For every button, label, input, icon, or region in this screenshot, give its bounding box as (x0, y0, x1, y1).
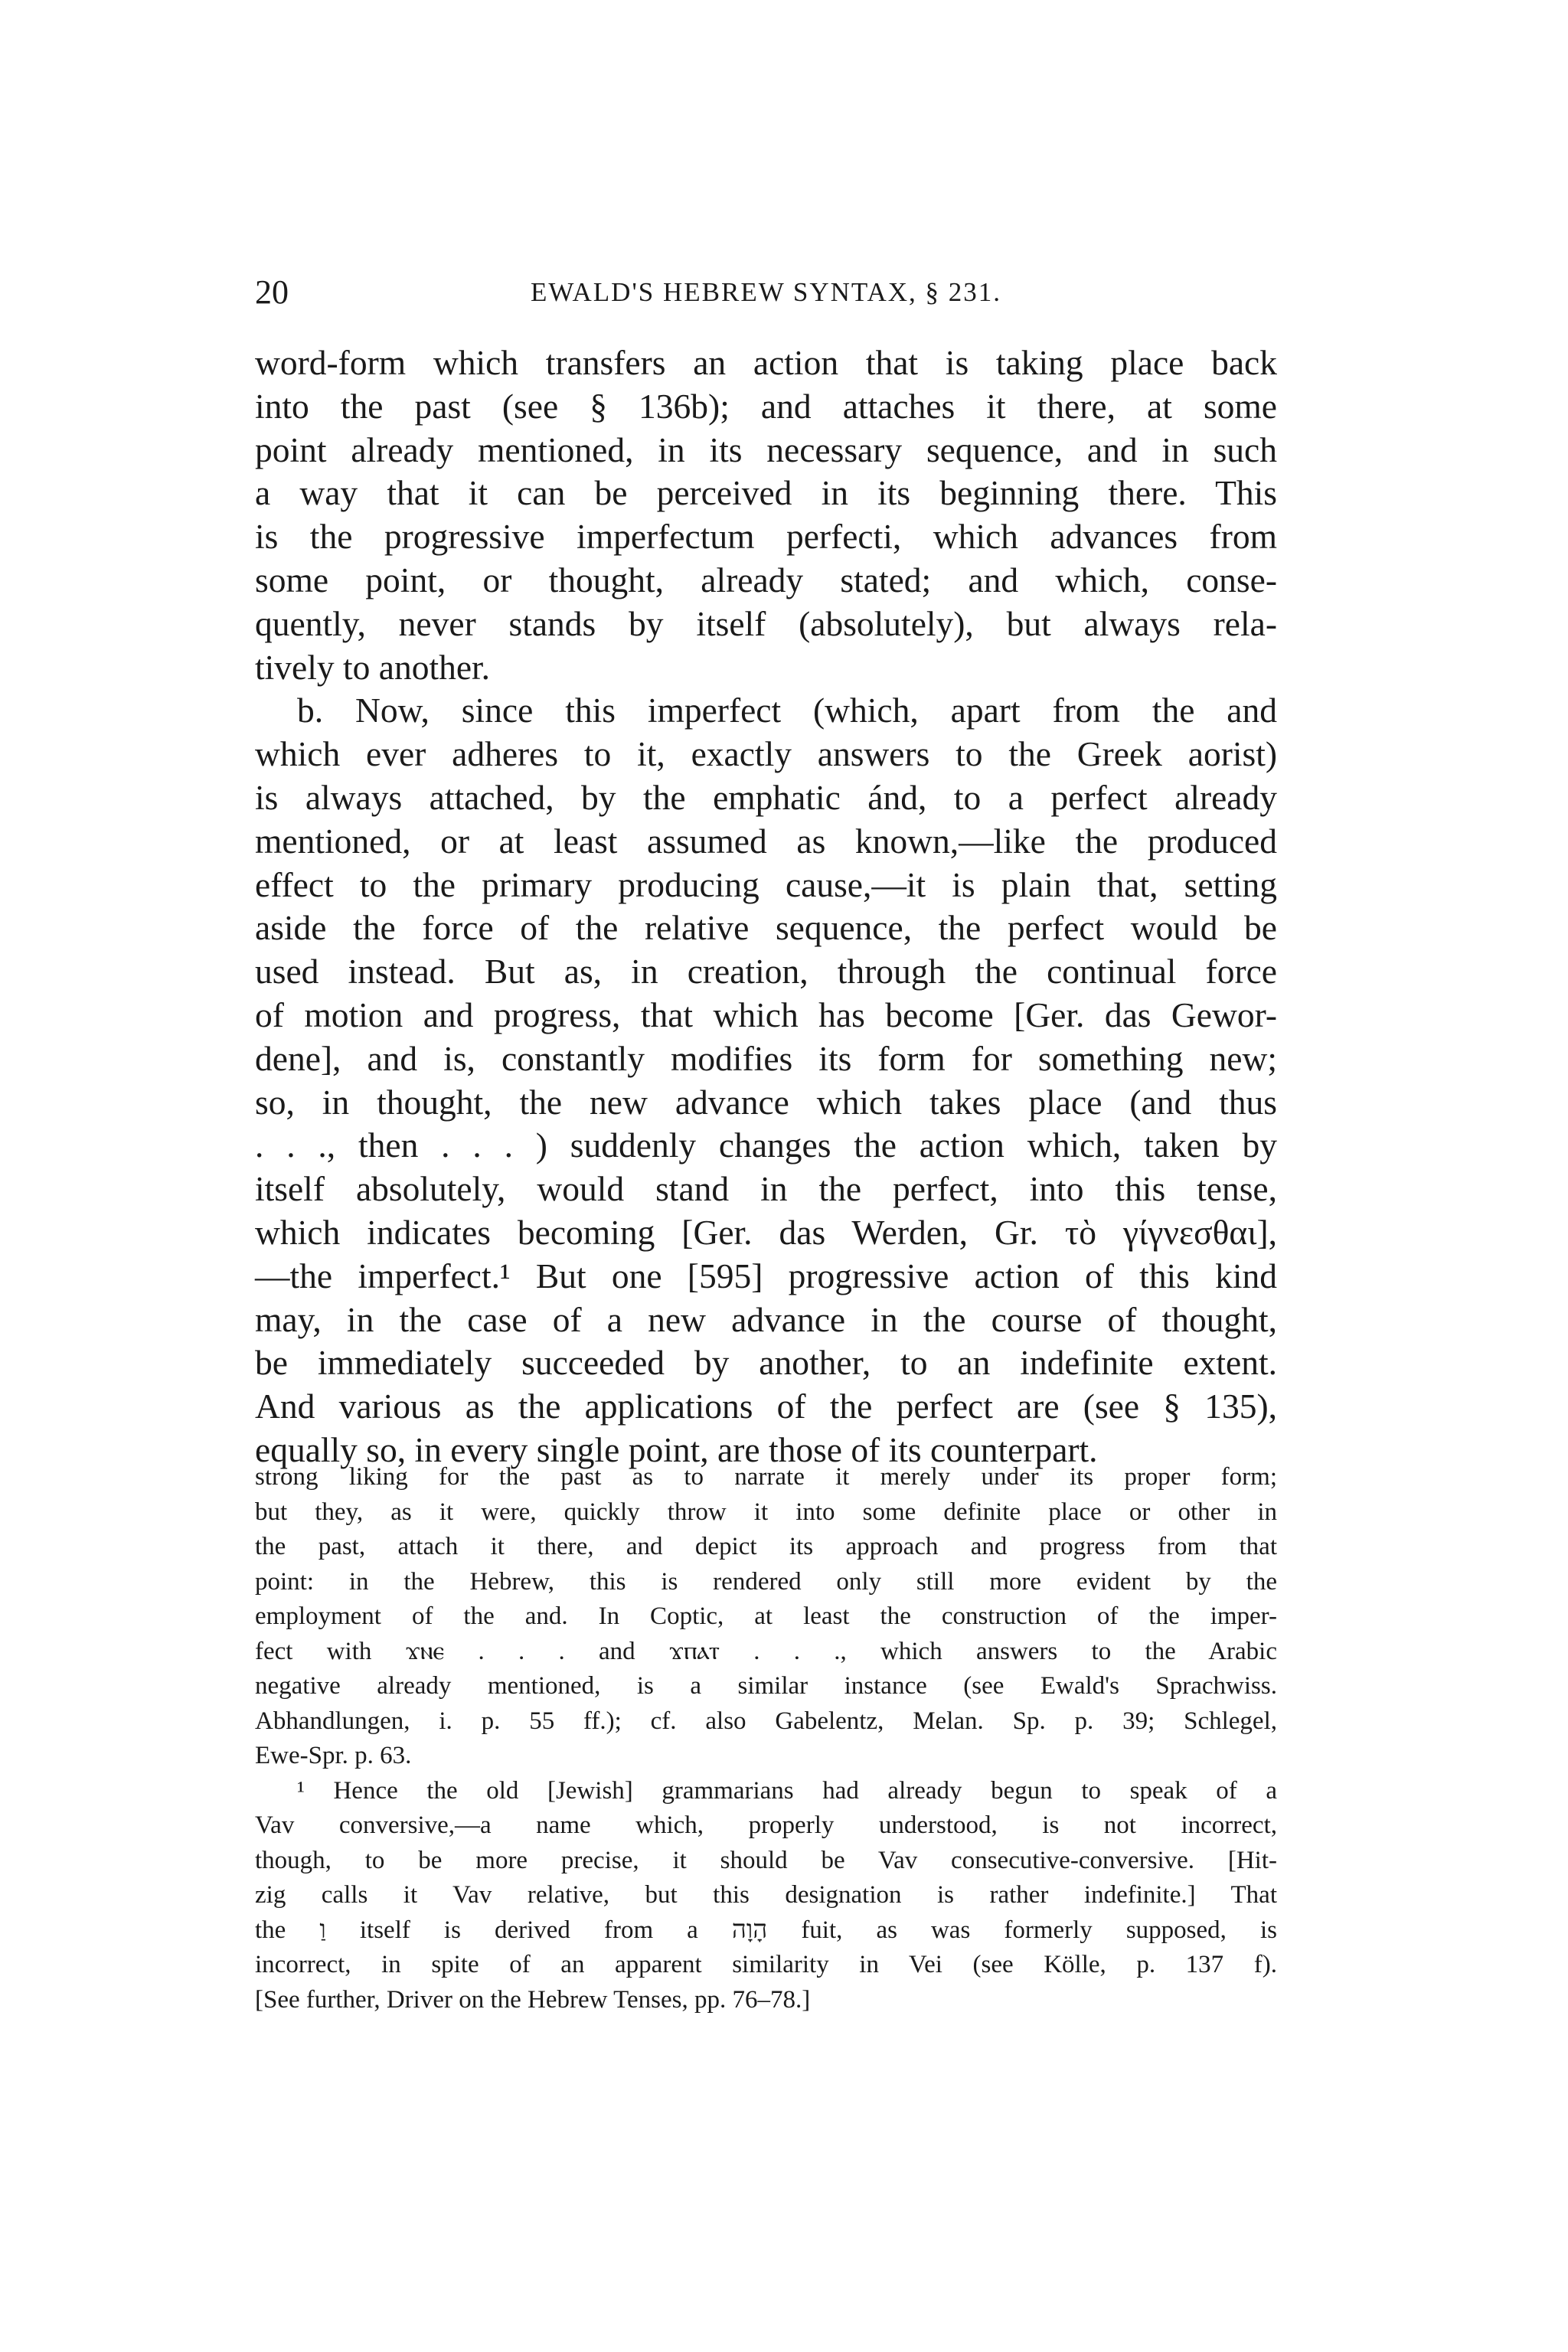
text-line: some point, or thought, already stated; and which, conse- (255, 560, 1277, 599)
text-line: quently, never stands by itself (absolutely), but always rela- (255, 603, 1277, 643)
footnote-line: ¹ Hence the old [Jewish] grammarians had already begun to speak of a (297, 1776, 1277, 1805)
text-line: tively to another. (255, 647, 491, 687)
main-text (255, 341, 1277, 1472)
footnote-line: strong liking for the past as to narrate it merely under its proper form; (255, 1463, 1277, 1491)
footnote-line: Abhandlungen, i. p. 55 ff.); cf. also Gabelentz, Melan. Sp. p. 39; Schlegel, (255, 1707, 1277, 1735)
footnote-line: but they, as it were, quickly throw it into some definite place or other in (255, 1498, 1277, 1526)
footnote-line: point: in the Hebrew, this is rendered only still more evident by the (255, 1567, 1277, 1596)
text-line: equally so, in every single point, are those of its counterpart. (255, 1429, 1098, 1469)
text-line: word-form which transfers an action that is taking place back (255, 343, 1277, 382)
text-line: . . ., then . . . ) suddenly changes the action which, taken by (255, 1125, 1277, 1165)
text-line: is always attached, by the emphatic ánd, to a perfect already (255, 777, 1277, 817)
text-line: mentioned, or at least assumed as known,—like the produced (255, 821, 1277, 861)
running-head: EWALD'S HEBREW SYNTAX, § 231. (530, 277, 1001, 307)
footnote-line: zig calls it Vav relative, but this designation is rather indefinite.] That (255, 1881, 1277, 1909)
text-line: effect to the primary producing cause,—it is plain that, setting (255, 864, 1277, 904)
footnote-line: though, to be more precise, it should be Vav consecutive-conversive. [Hit- (255, 1846, 1277, 1874)
text-line: which indicates becoming [Ger. das Werden, Gr. τὸ γίγνεσθαι], (255, 1212, 1277, 1252)
footnote-line: fect with ϫⲛⲉ . . . and ϫⲡⲁⲧ . . ., which answers to the Arabic (255, 1637, 1277, 1665)
footnote-line: [See further, Driver on the Hebrew Tenses, pp. 76–78.] (255, 1985, 811, 2014)
text-line: is the progressive imperfectum perfecti, which advances from (255, 517, 1277, 557)
text-line: —the imperfect.¹ But one [595] progressive action of this kind (255, 1256, 1277, 1295)
text-line: so, in thought, the new advance which takes place (and thus (255, 1082, 1277, 1122)
footnote-line: incorrect, in spite of an apparent similarity in Vei (see Kölle, p. 137 f). (255, 1951, 1277, 1978)
footnotes (255, 1460, 1277, 2017)
footnote-line: the וַ itself is derived from a הָוָה fuit, as was formerly supposed, is (255, 1916, 1277, 1944)
text-line: aside the force of the relative sequence, the perfect would be (255, 908, 1277, 948)
text-line: which ever adheres to it, exactly answers to the Greek aorist) (255, 734, 1277, 774)
text-line: b. Now, since this imperfect (which, apart from the and (297, 691, 1277, 730)
page-number: 20 (255, 273, 289, 311)
text-line: used instead. But as, in creation, through the continual force (255, 952, 1277, 991)
footnote-line: Ewe-Spr. p. 63. (255, 1742, 412, 1769)
text-line: be immediately succeeded by another, to an indefinite extent. (255, 1343, 1277, 1383)
footnote-line: the past, attach it there, and depict its approach and progress from that (255, 1533, 1277, 1560)
text-line: a way that it can be perceived in its beginning there. This (255, 473, 1277, 513)
text-line: may, in the case of a new advance in the course of thought, (255, 1299, 1277, 1339)
text-line: point already mentioned, in its necessary sequence, and in such (255, 430, 1277, 469)
page-header (255, 270, 1277, 318)
text-line: into the past (see § 136b); and attaches it there, at some (255, 386, 1277, 426)
text-line: itself absolutely, would stand in the perfect, into this tense, (255, 1169, 1277, 1209)
footnote-line: negative already mentioned, is a similar instance (see Ewald's Sprachwiss. (255, 1672, 1277, 1700)
text-line: And various as the applications of the perfect are (see § 135), (255, 1387, 1277, 1426)
text-line: dene], and is, constantly modifies its form for something new; (255, 1038, 1277, 1078)
footnote-line: Vav conversive,—a name which, properly understood, is not incorrect, (255, 1811, 1277, 1839)
text-line: of motion and progress, that which has become [Ger. das Gewor- (255, 995, 1277, 1034)
footnote-line: employment of the and. In Coptic, at least the construction of the imper- (255, 1602, 1277, 1630)
